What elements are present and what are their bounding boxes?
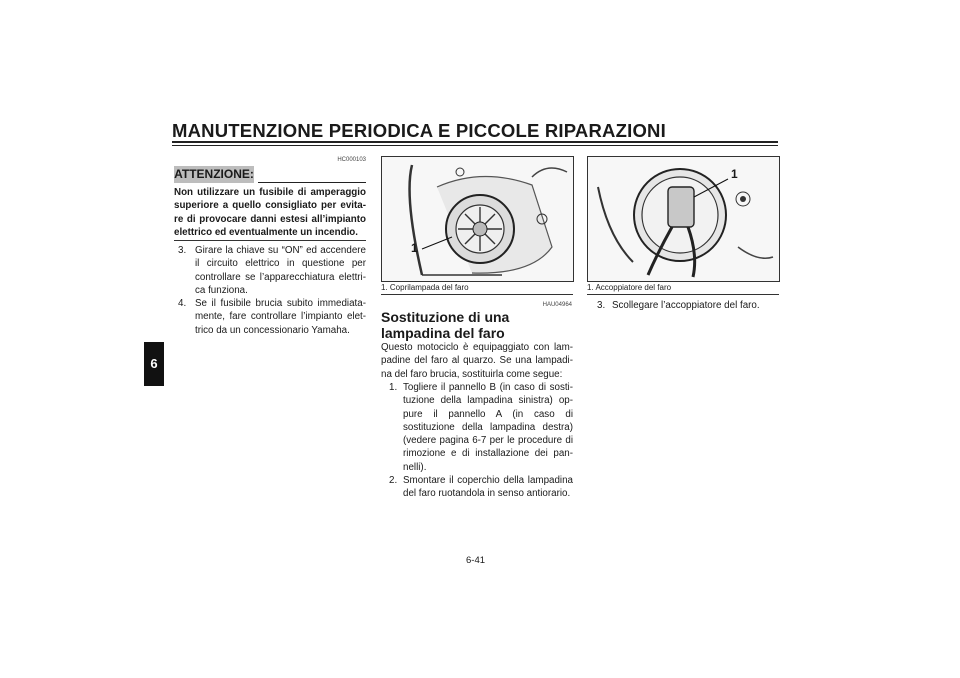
middle-steps	[381, 381, 573, 501]
step-item: 4. Se il fusibile brucia subito immediata-mente, fare controllare l’impianto elet-trico da un concessionario Yamaha.	[178, 298, 366, 336]
step-item: 2. Smontare il coperchio della lampadina del faro ruotandola in senso antiorario.	[389, 475, 573, 500]
section-code: HC000103	[337, 157, 366, 163]
figure-callout: 1	[731, 167, 738, 181]
headlight-cover-figure	[381, 156, 574, 282]
figure-callout: 1	[411, 241, 418, 255]
section-heading: Sostituzione di una lampadina del faro	[381, 309, 510, 341]
warning-text: Non utilizzare un fusibile di amperaggio superiore a quello consigliato per evita-re di provocare danni estesi all’impianto elettrico ed eventualmente un incendio.	[174, 187, 366, 238]
headlight-cover-illustration	[382, 157, 573, 281]
caption-rule	[587, 294, 779, 295]
figure-caption: 1. Accoppiatore del faro	[587, 283, 672, 292]
step-item: 3. Girare la chiave su “ON” ed accendere il circuito elettrico in questione per controllare se l’apparecchiatura elettri-ca funziona.	[178, 245, 366, 296]
headlight-coupler-figure	[587, 156, 780, 282]
title-rule	[172, 141, 778, 143]
warning-end-rule	[174, 240, 366, 241]
right-steps	[587, 299, 779, 312]
step-item: 1. Togliere il pannello B (in caso di sosti-tuzione della lampadina sinistra) op-pure il pannello A (in caso di sostituzione della lampadina destra) (vedere pagina 6-7 per le procedure di rimozione e di installazione dei pan-nelli).	[389, 382, 573, 473]
section-intro: Questo motociclo è equipaggiato con lam-padine del faro al quarzo. Se una lampadi-na del faro brucia, sostituirla come segue:	[381, 342, 573, 380]
attention-rule	[258, 182, 366, 183]
chapter-tab: 6	[144, 342, 164, 386]
figure-caption: 1. Coprilampada del faro	[381, 283, 469, 292]
left-steps	[174, 244, 366, 337]
caption-rule	[381, 294, 573, 295]
section-code: HAU04964	[542, 302, 572, 308]
page-title: MANUTENZIONE PERIODICA E PICCOLE RIPARAZIONI	[172, 120, 666, 141]
headlight-coupler-illustration	[588, 157, 779, 281]
page-number: 6-41	[466, 555, 486, 566]
title-rule-thin	[172, 145, 778, 146]
step-item: 3. Scollegare l’accoppiatore del faro.	[597, 300, 760, 311]
attention-label: ATTENZIONE:	[174, 167, 254, 181]
